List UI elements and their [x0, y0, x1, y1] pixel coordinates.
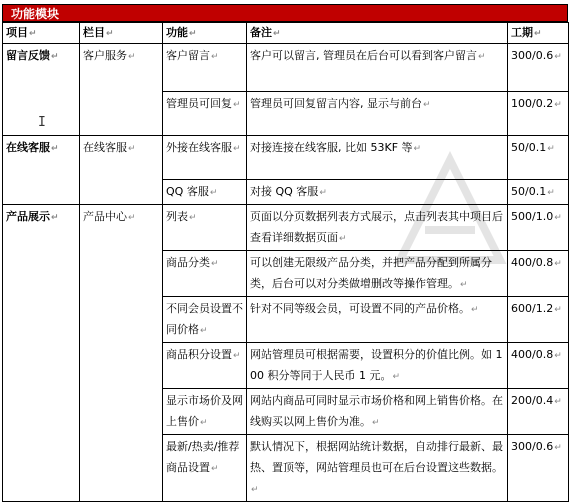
cell-function: 商品分类↵ [163, 251, 247, 297]
header-period: 工期↵ [508, 23, 569, 44]
cell-period: 300/0.6↵ [508, 435, 569, 502]
cell-function: QQ 客服↵ [163, 180, 247, 205]
cell-remark: 客户可以留言, 管理员在后台可以看到客户留言↵ [247, 44, 508, 92]
cell-period: 500/1.0↵ [508, 205, 569, 251]
cell-remark: 可以创建无限级产品分类，并把产品分配到所属分类，后台可以对分类做增删改等操作管理。↵ [247, 251, 508, 297]
cell-period: 400/0.8↵ [508, 343, 569, 389]
cell-period: 400/0.8↵ [508, 251, 569, 297]
cell-column: 客户服务↵ [80, 44, 163, 136]
cell-column: 产品中心↵ [80, 205, 163, 502]
header-remark: 备注↵ [247, 23, 508, 44]
cell-function: 列表↵ [163, 205, 247, 251]
cell-function: 客户留言↵ [163, 44, 247, 92]
cell-remark: 管理员可回复留言内容, 显示与前台↵ [247, 92, 508, 136]
cell-item: 留言反馈↵ [3, 44, 80, 136]
cell-item: 在线客服↵ [3, 136, 80, 205]
table-header-row [3, 23, 569, 44]
cell-period: 200/0.4↵ [508, 389, 569, 435]
section-title: 功能模块 [2, 4, 568, 22]
header-item: 项目↵ [3, 23, 80, 44]
function-module-table [2, 22, 569, 502]
cell-remark: 默认情况下，根据网站统计数据，自动排行最新、最热、置顶等，网站管理员也可在后台设置这些数据。↵ [247, 435, 508, 502]
cell-function: 显示市场价及网上售价↵ [163, 389, 247, 435]
cell-period: 600/1.2↵ [508, 297, 569, 343]
cell-item: 产品展示↵ [3, 205, 80, 502]
cell-remark: 对接 QQ 客服↵ [247, 180, 508, 205]
cell-remark: 页面以分页数据列表方式展示，点击列表其中项目后查看详细数据页面↵ [247, 205, 508, 251]
cell-column: 在线客服↵ [80, 136, 163, 205]
cell-remark: 对接连接在线客服, 比如 53KF 等↵ [247, 136, 508, 180]
cell-remark: 针对不同等级会员，可设置不同的产品价格。↵ [247, 297, 508, 343]
header-function: 功能↵ [163, 23, 247, 44]
text-cursor-icon: I [38, 115, 46, 130]
cell-function: 管理员可回复↵ [163, 92, 247, 136]
cell-function: 外接在线客服↵ [163, 136, 247, 180]
cell-function: 商品积分设置↵ [163, 343, 247, 389]
cell-remark: 网站内商品可同时显示市场价格和网上销售价格。在线购买以网上售价为准。↵ [247, 389, 508, 435]
table-row [3, 136, 569, 180]
cell-function: 最新/热卖/推荐商品设置↵ [163, 435, 247, 502]
cell-period: 100/0.2↵ [508, 92, 569, 136]
header-column: 栏目↵ [80, 23, 163, 44]
cell-period: 300/0.6↵ [508, 44, 569, 92]
table-row [3, 44, 569, 92]
cell-function: 不同会员设置不同价格↵ [163, 297, 247, 343]
table-row [3, 205, 569, 251]
cell-period: 50/0.1↵ [508, 180, 569, 205]
cell-period: 50/0.1↵ [508, 136, 569, 180]
cell-remark: 网站管理员可根据需要，设置积分的价值比例。如 100 积分等同于人民币 1 元。↵ [247, 343, 508, 389]
